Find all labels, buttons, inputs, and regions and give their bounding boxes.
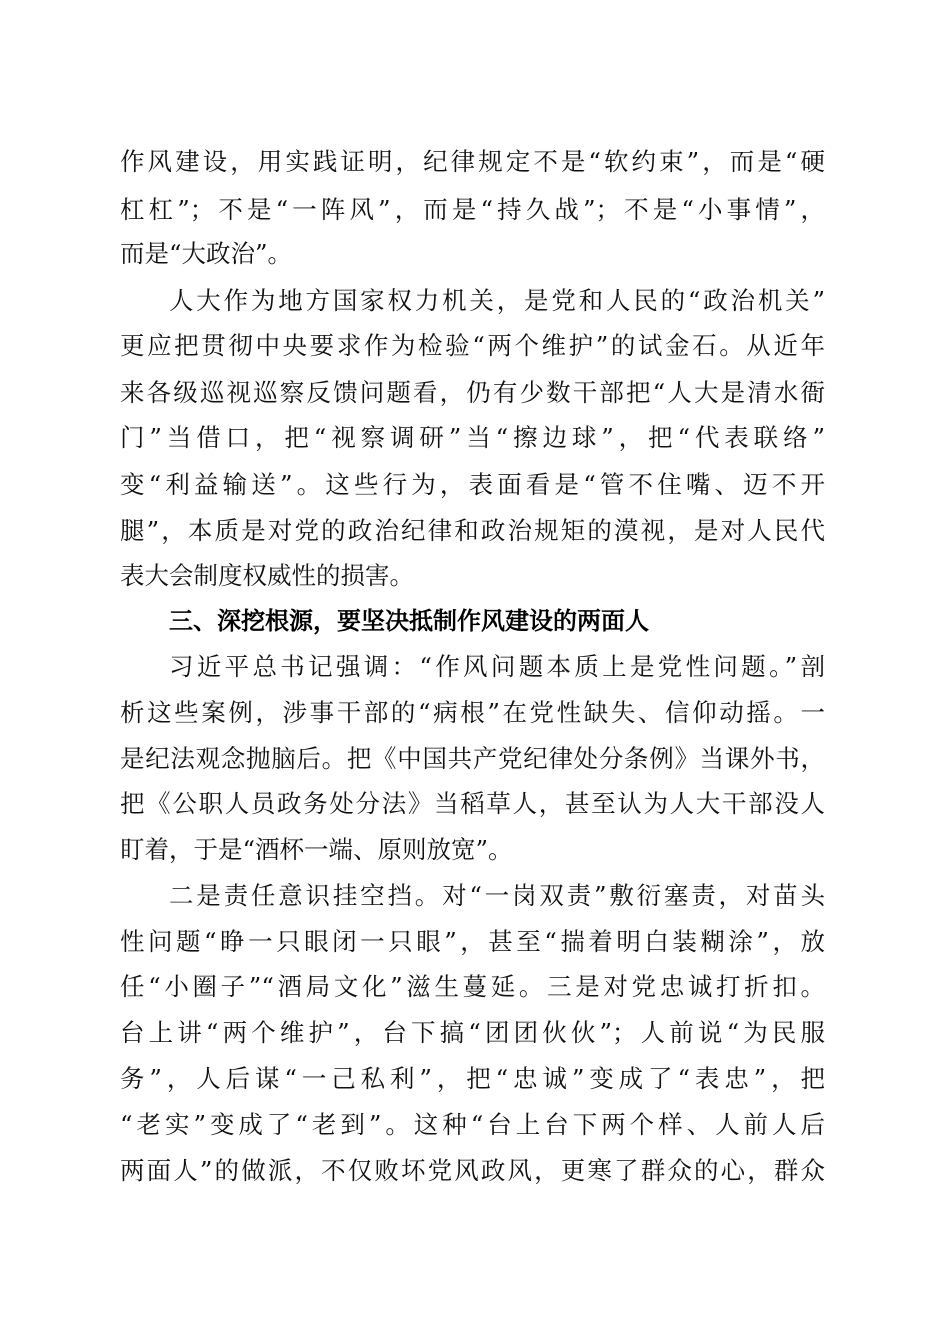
text-line: 把《公职人员政务处分法》当稻草人，甚至认为人大干部没人 [120,789,825,818]
text-line: 更应把贯彻中央要求作为检验“两个维护”的试金石。从近年 [120,331,825,360]
text-line: 人大作为地方国家权力机关，是党和人民的“政治机关” [169,286,825,315]
text-line: 务”，人后谋“一己私利”，把“忠诚”变成了“表忠”，把 [120,1064,825,1093]
text-line: 析这些案例，涉事干部的“病根”在党性缺失、信仰动摇。一 [120,698,825,727]
text-line: 两面人”的做派，不仅败坏党风政风，更寒了群众的心，群众 [120,1156,825,1185]
text-line: 习近平总书记强调：“作风问题本质上是党性问题。”剖 [169,652,825,681]
text-line: 来各级巡视巡察反馈问题看，仍有少数干部把“人大是清水衙 [120,378,825,407]
text-line: 二是责任意识挂空挡。对“一岗双责”敷衍塞责，对苗头 [169,881,825,910]
text-line: 变“利益输送”。这些行为，表面看是“管不住嘴、迈不开 [120,470,825,499]
text-line: 是纪法观念抛脑后。把《中国共产党纪律处分条例》当课外书， [120,744,825,773]
text-line: 腿”，本质是对党的政治纪律和政治规矩的漠视，是对人民代 [120,516,825,545]
text-line: 表大会制度权威性的损害。 [120,561,414,590]
text-line: 性问题“睁一只眼闭一只眼”，甚至“揣着明白装糊涂”，放 [120,927,825,956]
text-line: 杠杠”；不是“一阵风”，而是“持久战”；不是“小事情”， [120,195,825,224]
section-heading: 三、深挖根源，要坚决抵制作风建设的两面人 [169,607,649,635]
text-line: 门”当借口，把“视察调研”当“擦边球”，把“代表联络” [120,423,825,452]
text-line: 盯着，于是“酒杯一端、原则放宽”。 [120,835,513,864]
text-line: 台上讲“两个维护”，台下搞“团团伙伙”；人前说“为民服 [120,1018,825,1047]
text-line: 任“小圈子”“酒局文化”滋生蔓延。三是对党忠诚打折扣。 [120,972,825,1001]
text-line: 而是“大政治”。 [120,239,293,268]
text-line: “老实”变成了“老到”。这种“台上台下两个样、人前人后 [120,1110,825,1139]
text-line: 作风建设，用实践证明，纪律规定不是“软约束”，而是“硬 [120,147,825,176]
